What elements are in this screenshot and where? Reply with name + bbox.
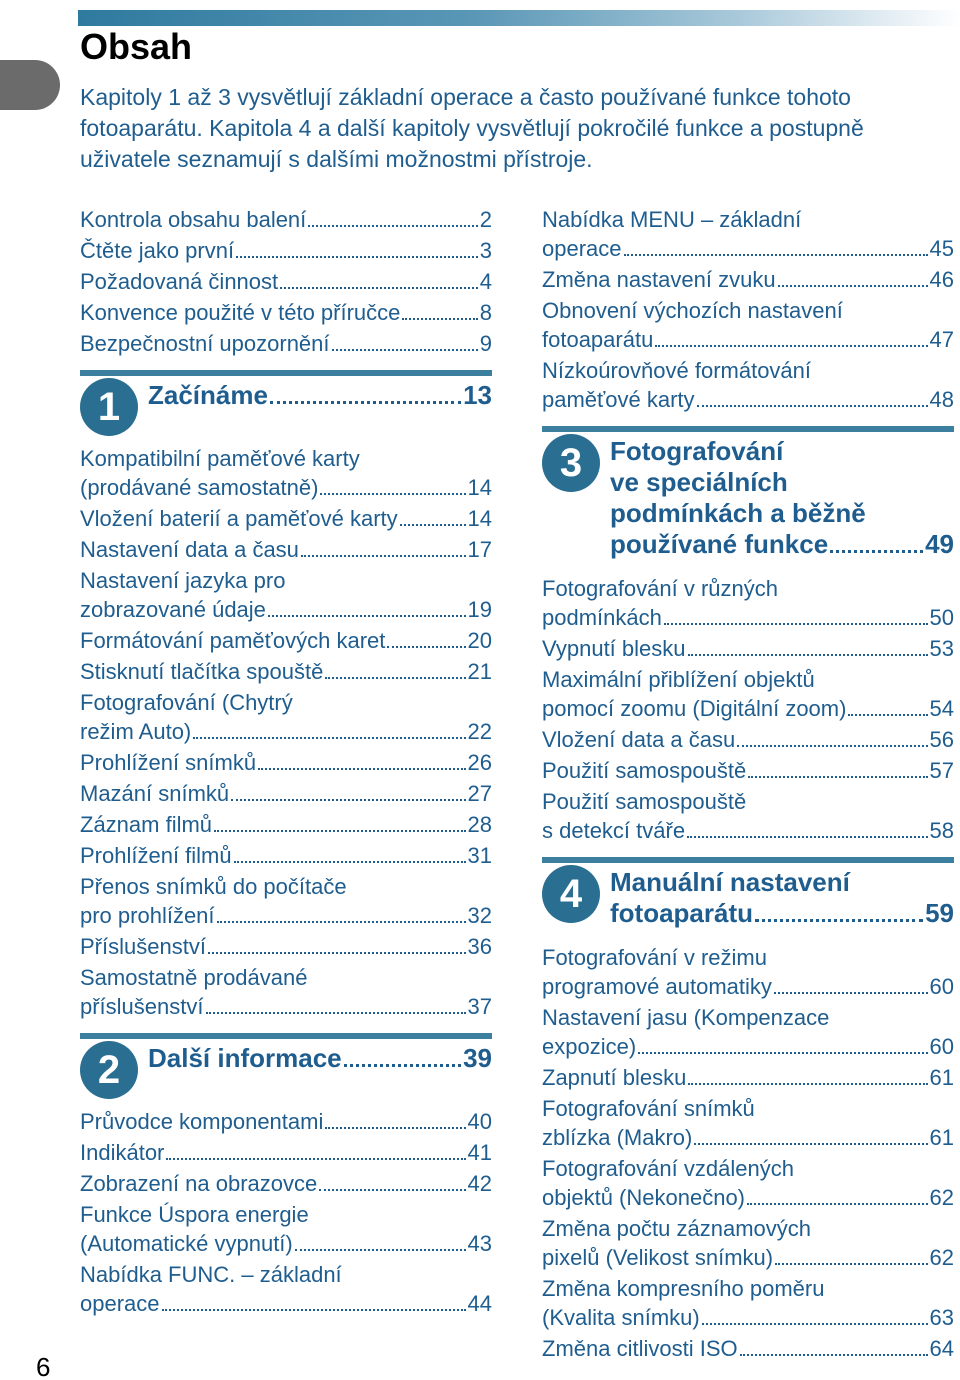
toc-entry[interactable] [80, 329, 492, 358]
toc-entry-label: s detekcí tváře [542, 818, 686, 843]
chapter-page: 59 [925, 898, 954, 928]
toc-entry-label: zblízka (Makro) [542, 1125, 693, 1150]
dot-leader [664, 623, 928, 625]
chapter-title-text: Další informace [148, 1043, 342, 1073]
chapter-2-list [80, 1107, 492, 1318]
toc-entry-label: Nastavení data a času [80, 537, 299, 562]
chapter-number-badge: 3 [542, 434, 600, 492]
dot-leader [295, 1249, 466, 1251]
dot-leader [217, 921, 466, 923]
chapter-title [610, 436, 954, 560]
dot-leader [270, 401, 461, 404]
chapter-title-text: fotoaparátu [610, 898, 753, 928]
toc-entry-row [80, 1289, 492, 1318]
toc-entry-label: expozice) [542, 1034, 637, 1059]
dot-leader [702, 1323, 928, 1325]
toc-entry-page: 3 [479, 238, 492, 263]
toc-entry[interactable] [80, 1200, 492, 1258]
toc-entry-label: Mazání snímků [80, 781, 230, 806]
toc-entry-label: Záznam filmů [80, 812, 213, 837]
toc-entry[interactable] [80, 298, 492, 327]
dot-leader [236, 256, 478, 258]
chapter-title [610, 867, 954, 929]
dot-leader [400, 524, 466, 526]
toc-entry-row [80, 841, 492, 870]
dot-leader [320, 493, 465, 495]
toc-entry-label: Průvodce komponentami [80, 1109, 324, 1134]
toc-entry[interactable] [542, 1063, 954, 1092]
chapter-1-list [80, 444, 492, 1021]
toc-column-right [542, 205, 954, 1365]
page-title: Obsah [80, 26, 193, 67]
toc-entry-row [80, 657, 492, 686]
toc-entry[interactable] [542, 787, 954, 845]
toc-entry-page: 62 [929, 1245, 954, 1270]
toc-entry-row [80, 1138, 492, 1167]
dot-leader [830, 550, 923, 553]
chapter-3-list [542, 574, 954, 845]
chapter-2-heading[interactable] [80, 1033, 492, 1093]
toc-entry-page: 42 [467, 1171, 492, 1196]
toc-entry[interactable] [80, 566, 492, 624]
toc-entry-label: Prohlížení snímků [80, 750, 257, 775]
toc-entry-label: Čtěte jako první [80, 238, 235, 263]
toc-entry-label: podmínkách [542, 605, 662, 630]
toc-entry[interactable] [542, 356, 954, 414]
dot-leader [740, 1354, 928, 1356]
toc-entry[interactable] [80, 535, 492, 564]
page-number: 6 [36, 1352, 51, 1380]
dot-leader [308, 225, 477, 227]
toc-entry-page: 47 [929, 327, 954, 352]
toc-entry-row [80, 473, 492, 502]
toc-entry-page: 61 [929, 1125, 954, 1150]
chapter-page: 49 [925, 529, 954, 559]
chapter-1-heading[interactable] [80, 370, 492, 430]
toc-entry-row [80, 504, 492, 533]
toc-entry-row [542, 1183, 954, 1212]
toc-entry-page: 8 [479, 300, 492, 325]
dot-leader [234, 861, 466, 863]
toc-entry[interactable] [80, 841, 492, 870]
toc-entry-label: Změna citlivosti ISO [542, 1336, 738, 1361]
toc-entry-row [542, 634, 954, 663]
toc-entry[interactable] [80, 236, 492, 265]
toc-entry-row [542, 725, 954, 754]
toc-entry[interactable] [542, 1214, 954, 1272]
side-tab-marker [0, 60, 60, 110]
chapter-number-badge: 2 [80, 1041, 138, 1099]
chapter-number-badge: 1 [80, 378, 138, 436]
toc-entry-label: paměťové karty [542, 387, 695, 412]
toc-entry-row [80, 298, 492, 327]
dot-leader [748, 776, 927, 778]
toc-entry-label-line: Obnovení výchozích nastavení [542, 298, 843, 323]
chapter-title-line: Fotografování [610, 436, 784, 466]
toc-entry-row [80, 626, 492, 655]
dot-leader [697, 405, 928, 407]
dot-leader [319, 1189, 465, 1191]
toc-entry-label: Použití samospouště [542, 758, 747, 783]
toc-entry-page: 54 [929, 696, 954, 721]
chapter-title [148, 1043, 492, 1074]
toc-entry-label: programové automatiky [542, 974, 772, 999]
toc-entry[interactable] [80, 1138, 492, 1167]
toc-entry-label: (Kvalita snímku) [542, 1305, 700, 1330]
chapter-page: 39 [463, 1043, 492, 1073]
toc-entry-row [80, 205, 492, 234]
toc-entry[interactable] [80, 688, 492, 746]
toc-entry-page: 9 [479, 331, 492, 356]
toc-entry-row [80, 992, 492, 1021]
toc-entry[interactable] [542, 634, 954, 663]
chapter-4-heading[interactable] [542, 857, 954, 929]
toc-entry-page: 21 [467, 659, 492, 684]
toc-entry-row [80, 779, 492, 808]
dot-leader [332, 349, 478, 351]
toc-entry-page: 60 [929, 974, 954, 999]
toc-entry-label-line: Fotografování snímků [542, 1096, 755, 1121]
toc-entry[interactable] [542, 574, 954, 632]
toc-entry-page: 28 [467, 812, 492, 837]
toc-entry-page: 63 [929, 1305, 954, 1330]
toc-entry-page: 62 [929, 1185, 954, 1210]
dot-leader [166, 1158, 465, 1160]
toc-entry-page: 36 [467, 934, 492, 959]
toc-entry-page: 43 [467, 1231, 492, 1256]
toc-entry[interactable] [80, 1169, 492, 1198]
toc-entry-label: Vložení baterií a paměťové karty [80, 506, 398, 531]
toc-entry-row [80, 1169, 492, 1198]
chapter-title-text: Začínáme [148, 380, 268, 410]
toc-entry-row [542, 816, 954, 845]
toc-entry-page: 58 [929, 818, 954, 843]
toc-entry[interactable] [542, 943, 954, 1001]
dot-leader [687, 836, 927, 838]
toc-entry-page: 46 [929, 267, 954, 292]
toc-entry-row [80, 748, 492, 777]
toc-entry[interactable] [80, 205, 492, 234]
toc-entry-label-line: Fotografování v různých [542, 576, 779, 601]
toc-entry-page: 17 [467, 537, 492, 562]
toc-entry-label-line: Nastavení jasu (Kompenzace [542, 1005, 830, 1030]
toc-entry-page: 56 [929, 727, 954, 752]
toc-entry-page: 45 [929, 236, 954, 261]
toc-entry-row [542, 1032, 954, 1061]
dot-leader [694, 1143, 927, 1145]
toc-entry-label-line: Fotografování (Chytrý [80, 690, 293, 715]
toc-entry-page: 48 [929, 387, 954, 412]
toc-entry-page: 40 [467, 1109, 492, 1134]
toc-entry[interactable] [542, 205, 954, 263]
dot-leader [774, 992, 928, 994]
toc-entry[interactable] [80, 504, 492, 533]
toc-entry[interactable] [80, 1260, 492, 1318]
toc-entry-label-line: Kompatibilní paměťové karty [80, 446, 360, 471]
dot-leader [755, 919, 923, 922]
toc-column-left [80, 205, 492, 1320]
toc-entry-page: 32 [467, 903, 492, 928]
dot-leader [325, 1127, 465, 1129]
chapter-title-line: ve speciálních [610, 467, 788, 497]
toc-entry-row [542, 385, 954, 414]
dot-leader [655, 345, 927, 347]
toc-entry-label: fotoaparátu [542, 327, 654, 352]
toc-entry-page: 14 [467, 475, 492, 500]
toc-entry-label: pomocí zoomu (Digitální zoom) [542, 696, 847, 721]
toc-entry-page: 64 [929, 1336, 954, 1361]
chapter-title-row [148, 380, 492, 411]
dot-leader [688, 654, 928, 656]
dot-leader [301, 555, 466, 557]
toc-entry-label-line: Funkce Úspora energie [80, 1202, 309, 1227]
toc-entry-label: (prodávané samostatně) [80, 475, 319, 500]
toc-entry[interactable] [542, 1274, 954, 1332]
toc-entry-label-line: Nízkoúrovňové formátování [542, 358, 812, 383]
toc-entry-page: 19 [467, 597, 492, 622]
toc-entry-page: 26 [467, 750, 492, 775]
toc-entry[interactable] [80, 963, 492, 1021]
toc-entry-label: Příslušenství [80, 934, 206, 959]
toc-entry-label: objektů (Nekonečno) [542, 1185, 746, 1210]
toc-entry[interactable] [80, 1107, 492, 1136]
toc-entry[interactable] [542, 725, 954, 754]
toc-entry-label-line: Změna kompresního poměru [542, 1276, 825, 1301]
chapter-number-badge: 4 [542, 865, 600, 923]
chapter-title-line: Manuální nastavení [610, 867, 850, 897]
toc-entry[interactable] [80, 626, 492, 655]
toc-entry-label: pixelů (Velikost snímku) [542, 1245, 774, 1270]
toc-entry[interactable] [542, 1003, 954, 1061]
dot-leader [344, 1064, 461, 1067]
chapter-3-heading[interactable] [542, 426, 954, 560]
toc-entry-label: (Automatické vypnutí) [80, 1231, 293, 1256]
dot-leader [638, 1052, 927, 1054]
chapter-4-list [542, 943, 954, 1363]
dot-leader [231, 799, 465, 801]
toc-entry-row [542, 694, 954, 723]
dot-leader [778, 285, 928, 287]
dot-leader [624, 254, 928, 256]
toc-entry-page: 4 [479, 269, 492, 294]
toc-entry-label: Stisknutí tlačítka spouště [80, 659, 324, 684]
toc-entry-label: operace [542, 236, 622, 261]
toc-entry[interactable] [542, 296, 954, 354]
toc-entry-page: 61 [929, 1065, 954, 1090]
toc-entry-row [80, 810, 492, 839]
chapter-title [148, 380, 492, 411]
toc-entry-row [542, 1063, 954, 1092]
dot-leader [193, 737, 465, 739]
dot-leader [162, 1309, 466, 1311]
toc-entry-page: 50 [929, 605, 954, 630]
toc-entry-row [542, 603, 954, 632]
chapter-title-row [610, 529, 954, 560]
toc-entry-label-line: Maximální přiblížení objektů [542, 667, 815, 692]
toc-entry-label: Zobrazení na obrazovce [80, 1171, 318, 1196]
toc-entry-label-line: Nabídka FUNC. – základní [80, 1262, 342, 1287]
dot-leader [775, 1263, 927, 1265]
chapter-title-line: podmínkách a běžně [610, 498, 866, 528]
toc-entry-label-line: Fotografování v režimu [542, 945, 767, 970]
toc-entry-page: 27 [467, 781, 492, 806]
toc-entry-row [80, 901, 492, 930]
toc-entry-label-line: Použití samospouště [542, 789, 747, 814]
toc-entry-row [80, 1107, 492, 1136]
toc-entry-row [542, 756, 954, 785]
toc-entry-page: 57 [929, 758, 954, 783]
chapter-2-list-continued [542, 205, 954, 414]
toc-entry-page: 14 [467, 506, 492, 531]
toc-entry-label: Požadovaná činnost [80, 269, 279, 294]
toc-entry-row [80, 1229, 492, 1258]
toc-entry-label: Formátování paměťových karet [80, 628, 386, 653]
toc-entry-row [542, 1303, 954, 1332]
dot-leader [206, 1012, 466, 1014]
toc-entry-page: 2 [479, 207, 492, 232]
toc-entry-label: pro prohlížení [80, 903, 215, 928]
toc-entry[interactable] [542, 265, 954, 294]
toc-entry[interactable] [542, 1094, 954, 1152]
toc-entry-row [542, 1123, 954, 1152]
dot-leader [688, 1083, 927, 1085]
toc-entry-label: příslušenství [80, 994, 204, 1019]
toc-entry-label: Indikátor [80, 1140, 165, 1165]
toc-entry-page: 53 [929, 636, 954, 661]
toc-entry-row [80, 329, 492, 358]
toc-entry-row [80, 267, 492, 296]
toc-entry-label: Zapnutí blesku [542, 1065, 687, 1090]
toc-entry-row [80, 236, 492, 265]
toc-entry-label-line: Fotografování vzdálených [542, 1156, 794, 1181]
toc-entry-label: Změna nastavení zvuku [542, 267, 776, 292]
intro-paragraph: Kapitoly 1 až 3 vysvětlují základní operace a často používané funkce tohoto fotoaparátu. Kapitola 4 a další kapitoly vysvětlují pokročilé funkce a postupně uživatele seznamují s dalšími možnostmi přístroje. [80, 84, 864, 172]
toc-entry-label: Kontrola obsahu balení [80, 207, 307, 232]
toc-entry[interactable] [80, 267, 492, 296]
toc-entry[interactable] [80, 872, 492, 930]
dot-leader [747, 1203, 928, 1205]
toc-entry-row [80, 717, 492, 746]
toc-entry[interactable] [80, 657, 492, 686]
toc-entry[interactable] [80, 810, 492, 839]
chapter-title-text: používané funkce [610, 529, 829, 559]
toc-entry-label: režim Auto) [80, 719, 192, 744]
toc-entry-row [542, 234, 954, 263]
toc-entry-label-line: Nabídka MENU – základní [542, 207, 802, 232]
front-matter-list [80, 205, 492, 358]
toc-entry-row [542, 1243, 954, 1272]
toc-entry-label-line: Samostatně prodávané [80, 965, 308, 990]
dot-leader [268, 615, 466, 617]
dot-leader [208, 952, 466, 954]
toc-entry-row [542, 325, 954, 354]
toc-entry-label: zobrazované údaje [80, 597, 266, 622]
toc-entry-row [80, 932, 492, 961]
dot-leader [737, 745, 927, 747]
toc-entry-label: Prohlížení filmů [80, 843, 232, 868]
toc-entry-row [80, 535, 492, 564]
dot-leader [258, 768, 465, 770]
toc-entry[interactable] [80, 779, 492, 808]
toc-entry[interactable] [542, 665, 954, 723]
toc-entry[interactable] [542, 1154, 954, 1212]
toc-entry-label: Konvence použité v této příručce [80, 300, 401, 325]
toc-entry-page: 31 [467, 843, 492, 868]
toc-entry-label: operace [80, 1291, 160, 1316]
toc-entry-label-line: Změna počtu záznamových [542, 1216, 812, 1241]
chapter-title-row [610, 898, 954, 929]
toc-entry-page: 41 [467, 1140, 492, 1165]
toc-entry-row [542, 972, 954, 1001]
dot-leader [402, 318, 477, 320]
toc-entry-label: Bezpečnostní upozornění [80, 331, 330, 356]
toc-entry-row [80, 595, 492, 624]
toc-entry-row [542, 1334, 954, 1363]
toc-entry[interactable] [80, 932, 492, 961]
dot-leader [387, 646, 465, 648]
toc-entry-label-line: Přenos snímků do počítače [80, 874, 347, 899]
toc-entry-page: 22 [467, 719, 492, 744]
header-gradient-bar [78, 10, 960, 26]
toc-entry-page: 60 [929, 1034, 954, 1059]
toc-entry[interactable] [542, 756, 954, 785]
toc-entry[interactable] [542, 1334, 954, 1363]
dot-leader [280, 287, 478, 289]
toc-entry[interactable] [80, 444, 492, 502]
dot-leader [214, 830, 465, 832]
chapter-page: 13 [463, 380, 492, 410]
toc-entry-label-line: Nastavení jazyka pro [80, 568, 286, 593]
dot-leader [325, 677, 465, 679]
toc-entry-row [542, 265, 954, 294]
toc-entry-page: 20 [467, 628, 492, 653]
toc-entry-page: 44 [467, 1291, 492, 1316]
chapter-title-row [148, 1043, 492, 1074]
toc-entry-label: Vložení data a času [542, 727, 736, 752]
toc-entry-label: Vypnutí blesku [542, 636, 686, 661]
dot-leader [848, 714, 927, 716]
toc-entry[interactable] [80, 748, 492, 777]
toc-entry-page: 37 [467, 994, 492, 1019]
